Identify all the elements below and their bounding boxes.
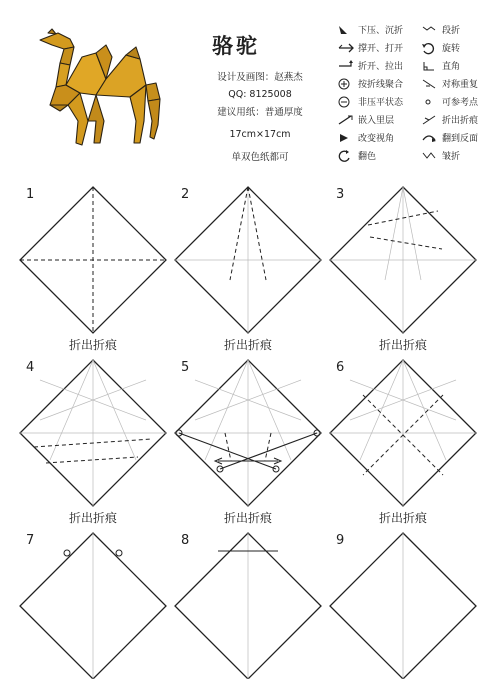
- change-view-icon: [336, 132, 356, 144]
- legend-item: [336, 23, 403, 36]
- step-caption: 折出折痕: [223, 511, 272, 525]
- reference-point-icon: [420, 96, 440, 108]
- legend-label: 翻到反面: [442, 134, 479, 144]
- legend-item: [420, 113, 478, 126]
- legend-label: 翻色: [358, 152, 377, 162]
- camel-illustration: [30, 25, 170, 155]
- legend-item: [336, 131, 394, 144]
- step-diagram: [330, 187, 476, 333]
- step-number: 1: [26, 187, 35, 202]
- step-number: 4: [26, 360, 35, 375]
- rotate-icon: [420, 42, 440, 54]
- legend-label: 下压、沉折: [358, 26, 404, 36]
- step-fold-icon: [420, 24, 440, 36]
- valley-fold-arrow-icon: [336, 24, 356, 36]
- designer-credit: 设计及画图：赵燕杰: [217, 72, 303, 83]
- legend-item: [420, 95, 478, 108]
- legend-item: [336, 113, 394, 126]
- legend-label: 可参考点: [442, 98, 479, 108]
- turn-over-icon: [420, 132, 440, 144]
- step-caption: 折出折痕: [223, 338, 272, 352]
- page-title: 骆驼: [212, 34, 260, 58]
- step-diagram: [330, 533, 476, 679]
- legend-item: [420, 77, 478, 90]
- legend-label: 撑开、打开: [358, 44, 404, 54]
- symmetry-icon: [420, 78, 440, 90]
- legend-label: 嵌入里层: [358, 116, 395, 126]
- step-diagram: [175, 533, 321, 679]
- step-diagram: [20, 533, 166, 679]
- step-number: 8: [181, 533, 190, 548]
- step-diagram: [175, 360, 321, 506]
- right-angle-icon: [420, 60, 440, 72]
- step-diagram: [20, 360, 166, 506]
- legend-item: [420, 23, 460, 36]
- pull-out-arrow-icon: [336, 60, 356, 72]
- step-number: 6: [336, 360, 345, 375]
- paper-suggestion: 建议用纸：普通厚度: [217, 107, 303, 118]
- legend-label: 皱折: [442, 152, 461, 162]
- step-diagram: [330, 360, 476, 506]
- step-caption: 折出折痕: [68, 338, 117, 352]
- inside-reverse-icon: [336, 114, 356, 126]
- legend-label: 对称重复: [442, 80, 479, 90]
- step-number: 5: [181, 360, 190, 375]
- qq-number: QQ: 8125008: [228, 89, 292, 100]
- legend-item: [420, 41, 460, 54]
- flatten-icon: [336, 96, 356, 108]
- legend-label: 旋转: [442, 44, 461, 54]
- step-diagram: [175, 187, 321, 333]
- legend-item: [420, 131, 478, 144]
- color-fold-icon: [336, 150, 356, 162]
- legend-label: 非压平状态: [358, 98, 404, 108]
- step-number: 7: [26, 533, 35, 548]
- step-number: 2: [181, 187, 190, 202]
- legend-label: 改变视角: [358, 134, 395, 144]
- legend-item: [336, 77, 403, 90]
- legend-item: [336, 59, 403, 72]
- legend-label: 按折线聚合: [358, 80, 404, 90]
- paper-note: 单双色纸都可: [231, 152, 289, 163]
- legend-item: [336, 149, 376, 162]
- step-number: 3: [336, 187, 345, 202]
- legend-label: 折开、拉出: [358, 62, 404, 72]
- step-caption: 折出折痕: [68, 511, 117, 525]
- legend-item: [420, 149, 460, 162]
- legend-item: [336, 95, 403, 108]
- step-number: 9: [336, 533, 345, 548]
- open-press-arrow-icon: [336, 42, 356, 54]
- step-caption: 折出折痕: [378, 511, 427, 525]
- legend-item: [336, 41, 403, 54]
- legend-label: 直角: [442, 62, 461, 72]
- crease-icon: [420, 114, 440, 126]
- pleat-icon: [420, 150, 440, 162]
- step-caption: 折出折痕: [378, 338, 427, 352]
- legend-item: [420, 59, 460, 72]
- fold-along-crease-icon: [336, 78, 356, 90]
- legend-label: 段折: [442, 26, 461, 36]
- legend-label: 折出折痕: [442, 116, 479, 126]
- step-diagram: [20, 187, 166, 333]
- paper-size: 17cm×17cm: [229, 129, 291, 140]
